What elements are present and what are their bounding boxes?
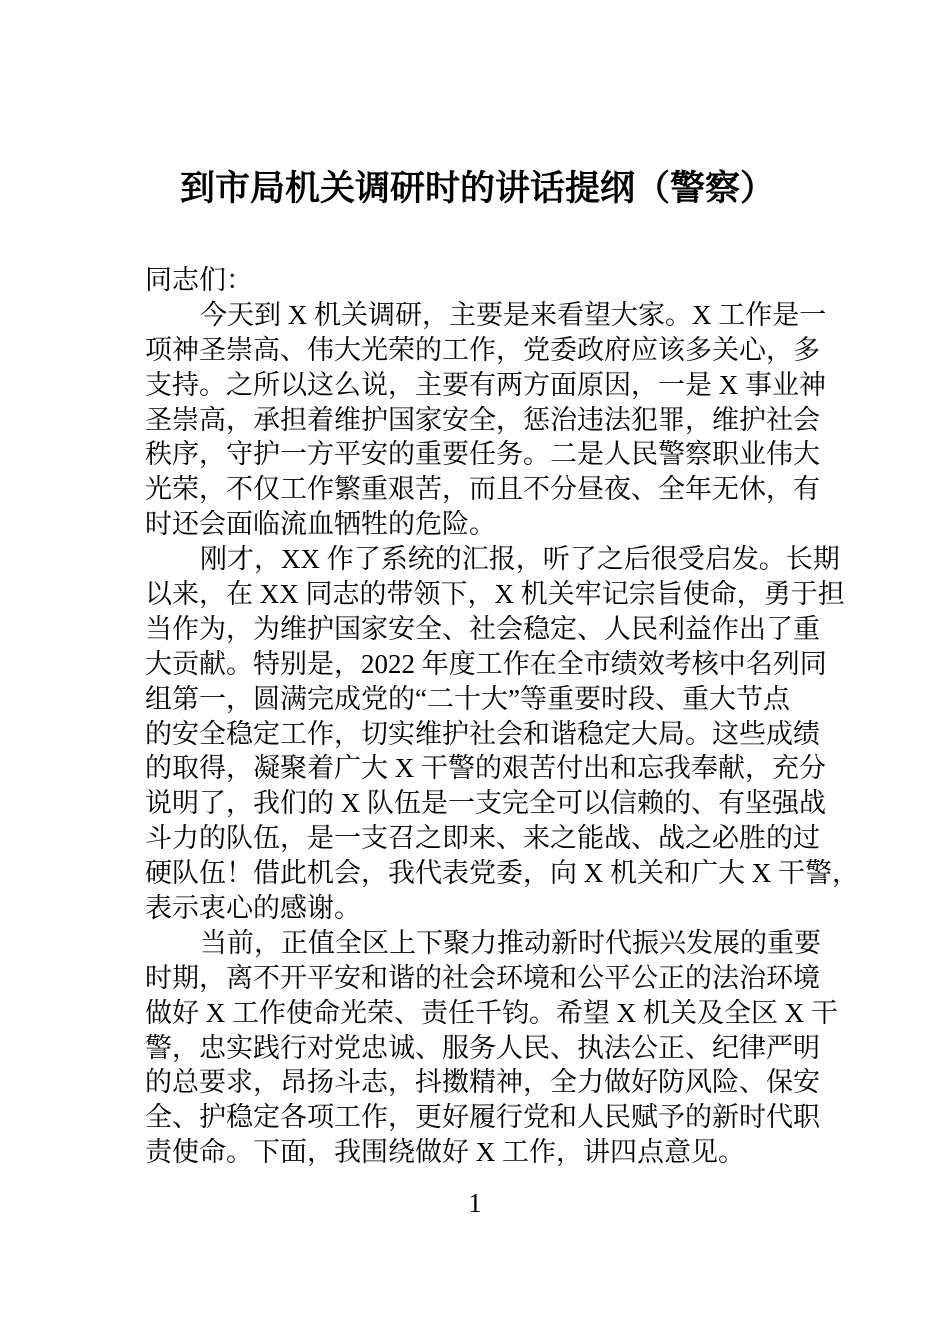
- salutation-line: 同志们：: [145, 265, 253, 295]
- text-line: 刚才，XX 作了系统的汇报，听了之后很受启发。长期: [200, 544, 840, 575]
- text-line: 今天到 X 机关调研，主要是来看望大家。X 工作是一: [200, 299, 827, 330]
- text-line: 表示衷心的感谢。: [145, 893, 361, 924]
- text-line: 以来，在 XX 同志的带领下，X 机关牢记宗旨使命，勇于担: [145, 579, 845, 610]
- text-line: 秩序，守护一方平安的重要任务。二是人民警察职业伟大: [145, 439, 820, 470]
- document-title: 到市局机关调研时的讲话提纲（警察）: [179, 169, 775, 209]
- text-line: 时期，离不开平安和谐的社会环境和公平公正的法治环境: [145, 962, 820, 993]
- text-line: 的安全稳定工作，切实维护社会和谐稳定大局。这些成绩: [145, 718, 820, 749]
- text-line: 圣崇高，承担着维护国家安全，惩治违法犯罪，维护社会: [145, 404, 820, 435]
- text-line: 硬队伍！借此机会，我代表党委，向 X 机关和广大 X 干警，: [145, 858, 859, 889]
- text-line: 做好 X 工作使命光荣、责任千钧。希望 X 机关及全区 X 干: [145, 997, 838, 1028]
- text-line: 斗力的队伍，是一支召之即来、来之能战、战之必胜的过: [145, 823, 820, 854]
- text-line: 光荣，不仅工作繁重艰苦，而且不分昼夜、全年无休，有: [145, 474, 820, 505]
- text-line: 当作为，为维护国家安全、社会稳定、人民利益作出了重: [145, 613, 820, 644]
- page-number: 1: [468, 1188, 482, 1218]
- text-line: 时还会面临流血牺牲的危险。: [145, 509, 496, 540]
- text-line: 警，忠实践行对党忠诚、服务人民、执法公正、纪律严明: [145, 1032, 820, 1063]
- text-line: 大贡献。特别是，2022 年度工作在全市绩效考核中名列同: [145, 648, 827, 679]
- text-line: 的总要求，昂扬斗志，抖擞精神，全力做好防风险、保安: [145, 1067, 820, 1098]
- text-line: 项神圣崇高、伟大光荣的工作，党委政府应该多关心，多: [145, 334, 820, 365]
- text-line: 组第一，圆满完成党的“二十大”等重要时段、重大节点: [145, 683, 790, 714]
- text-line: 说明了，我们的 X 队伍是一支完全可以信赖的、有坚强战: [145, 788, 826, 819]
- text-line: 全、护稳定各项工作，更好履行党和人民赋予的新时代职: [145, 1102, 820, 1133]
- text-line: 责使命。下面，我围绕做好 X 工作，讲四点意见。: [145, 1137, 745, 1168]
- text-line: 的取得，凝聚着广大 X 干警的艰苦付出和忘我奉献，充分: [145, 753, 826, 784]
- text-line: 支持。之所以这么说，主要有两方面原因，一是 X 事业神: [145, 369, 826, 400]
- text-line: 当前，正值全区上下聚力推动新时代振兴发展的重要: [200, 927, 821, 958]
- document-body: [145, 263, 859, 1170]
